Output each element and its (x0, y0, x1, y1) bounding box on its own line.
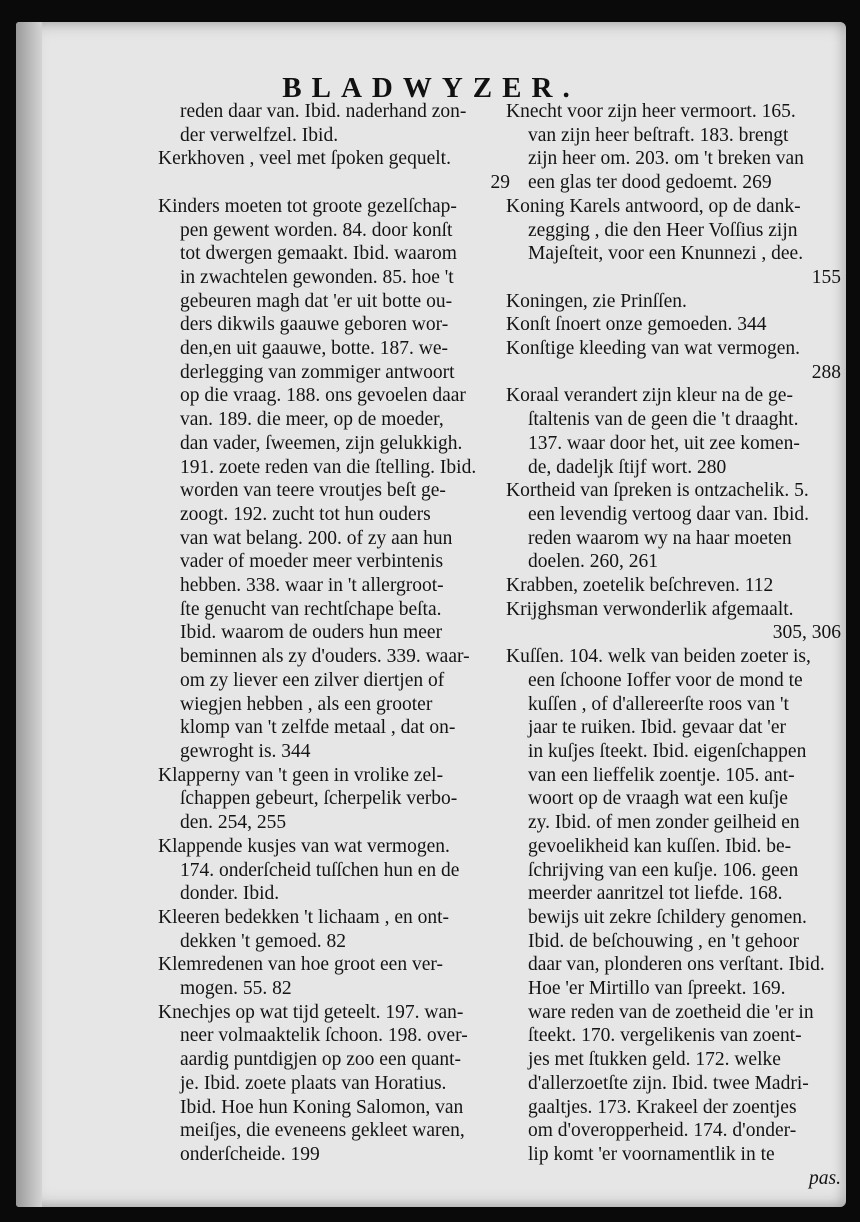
index-line: worden van teere vroutjes beſt ge- (180, 480, 446, 502)
index-line: onderſcheide. 199 (180, 1143, 320, 1165)
index-line: zoogt. 192. zucht tot hun ouders (180, 503, 431, 525)
index-line: woort op de vraagh wat een kuſje (528, 788, 788, 810)
index-line: mogen. 55. 82 (180, 978, 292, 1000)
index-line: Konſt ſnoert onze gemoeden. 344 (506, 314, 767, 336)
index-line: beminnen als zy d'ouders. 339. waar- (180, 646, 470, 668)
index-line: der verwelfzel. Ibid. (180, 124, 339, 146)
index-line: pen gewent worden. 84. door konſt (180, 219, 453, 241)
index-line: Kuſſen. 104. welk van beiden zoeter is, (506, 646, 811, 668)
running-header: BLADWYZER. (282, 72, 580, 104)
index-line: Krabben, zoetelik beſchreven. 112 (506, 575, 774, 597)
index-line: dan vader, ſweemen, zijn gelukkigh. (180, 432, 463, 454)
index-line: 305, 306 (772, 622, 841, 644)
index-line: kuſſen , of d'allereerſte roos van 't (528, 693, 789, 715)
index-line: Klapperny van 't geen in vrolike zel- (158, 764, 444, 786)
index-line: zijn heer om. 203. om 't breken van (528, 148, 804, 170)
index-line: Koning Karels antwoord, op de dank- (506, 195, 801, 217)
index-line: om zy liever een zilver diertjen of (180, 669, 445, 691)
index-line: den. 254, 255 (180, 812, 287, 834)
index-line: 174. onderſcheid tuſſchen hun en de (180, 859, 460, 881)
index-line: bewijs uit zekre ſchildery genomen. (528, 906, 807, 928)
index-line: Knechjes op wat tijd geteelt. 197. wan- (158, 1001, 464, 1023)
right-index-column (506, 100, 841, 1190)
index-line: reden waarom wy na haar moeten (528, 527, 792, 549)
index-line: om d'overopperheid. 174. d'onder- (528, 1120, 797, 1142)
index-line: meerder aanritzel tot liefde. 168. (528, 883, 783, 905)
index-line: Klemredenen van hoe groot een ver- (158, 954, 443, 976)
book-spine (16, 22, 42, 1207)
book-page (16, 22, 846, 1207)
index-line: vader of moeder meer verbintenis (180, 551, 444, 573)
index-line: gaaltjes. 173. Krakeel der zoentjes (528, 1096, 797, 1118)
index-line: van. 189. die meer, op de moeder, (180, 409, 444, 431)
index-line: Hoe 'er Mirtillo van ſpreekt. 169. (528, 978, 786, 1000)
index-line: tot dwergen gemaakt. Ibid. waarom (180, 243, 457, 265)
index-line: pas. (809, 1167, 841, 1189)
index-line: 137. waar door het, uit zee komen- (528, 432, 800, 454)
index-line: Ibid. waarom de ouders hun meer (180, 622, 443, 644)
index-line: daar van, plonderen ons verſtant. Ibid. (528, 954, 825, 976)
index-line: ſte genucht van rechtſchape beſta. (180, 598, 442, 620)
index-line: Knecht voor zijn heer vermoort. 165. (506, 101, 796, 122)
index-line: van wat belang. 200. of zy aan hun (180, 527, 453, 549)
index-line: Kleeren bedekken 't lichaam , en ont- (158, 906, 450, 928)
index-line: gevoelikheid kan kuſſen. Ibid. be- (528, 835, 792, 857)
index-line: op die vraag. 188. ons gevoelen daar (180, 385, 466, 407)
index-line: Krijghsman verwonderlik afgemaalt. (506, 598, 794, 620)
index-line: aardig puntdigjen op zoo een quant- (180, 1049, 462, 1071)
index-line: een levendig vertoog daar van. Ibid. (528, 503, 810, 525)
index-line: Kinders moeten tot groote gezelſchap- (158, 195, 457, 217)
index-line: jaar te ruiken. Ibid. gevaar dat 'er (528, 717, 786, 739)
index-line: zy. Ibid. of men zonder geilheid en (528, 812, 800, 834)
index-line: Koningen, zie Prinſſen. (506, 290, 687, 312)
index-line: den,en uit gaauwe, botte. 187. we- (180, 338, 449, 360)
index-line: klomp van 't zelfde metaal , dat on- (180, 717, 456, 739)
index-line: Majeſteit, voor een Knunnezi , dee. (528, 243, 804, 265)
index-line: Klappende kusjes van wat vermogen. (158, 835, 450, 857)
index-line: gewroght is. 344 (180, 740, 311, 762)
index-line: van een lieffelik zoentje. 105. ant- (528, 764, 795, 786)
index-line: 288 (811, 361, 841, 383)
index-line: 29 (490, 172, 510, 194)
index-line: Ibid. de beſchouwing , en 't gehoor (528, 930, 800, 952)
index-line: donder. Ibid. (180, 883, 280, 905)
index-line: gebeuren magh dat 'er uit botte ou- (180, 290, 453, 312)
index-line: Koraal verandert zijn kleur na de ge- (506, 385, 793, 407)
index-line: ſchrijving van een kuſje. 106. geen (528, 859, 799, 881)
index-line: 155 (811, 266, 841, 288)
index-line: meiſjes, die eveneens gekleet waren, (180, 1120, 465, 1142)
index-line: ſteekt. 170. vergelikenis van zoent- (528, 1025, 802, 1047)
index-line: 191. zoete reden van die ſtelling. Ibid. (180, 456, 477, 478)
index-line: jes met ſtukken geld. 172. welke (528, 1049, 781, 1071)
index-line: hebben. 338. waar in 't allergroot- (180, 575, 444, 597)
index-line: Konſtige kleeding van wat vermogen. (506, 338, 801, 360)
index-line: een ſchoone Ioffer voor de mond te (528, 669, 803, 691)
index-line: d'allerzoetſte zijn. Ibid. twee Madri- (528, 1072, 809, 1094)
index-line: dekken 't gemoed. 82 (180, 930, 346, 952)
index-line: je. Ibid. zoete plaats van Horatius. (180, 1072, 447, 1094)
index-line: wiegjen hebben , als een grooter (180, 693, 433, 715)
index-line: Kerkhoven , veel met ſpoken gequelt. (158, 148, 451, 170)
index-line: Kortheid van ſpreken is ontzachelik. 5. (506, 480, 809, 502)
index-line: in kuſjes ſteekt. Ibid. eigenſchappen (528, 740, 807, 762)
index-line: reden daar van. Ibid. naderhand zon- (180, 101, 467, 122)
index-line: ſchappen gebeurt, ſcherpelik verbo- (180, 788, 458, 810)
index-line: derlegging van zommiger antwoort (180, 361, 455, 383)
left-index-column (158, 100, 510, 1167)
index-line: zegging , die den Heer Voſſius zijn (528, 219, 798, 241)
index-line: neer volmaaktelik ſchoon. 198. over- (180, 1025, 468, 1047)
index-line: ders dikwils gaauwe geboren wor- (180, 314, 449, 336)
index-line: ware reden van de zoetheid die 'er in (528, 1001, 814, 1023)
index-line: in zwachtelen gewonden. 85. hoe 't (180, 266, 454, 288)
index-line: een glas ter dood gedoemt. 269 (528, 172, 772, 194)
index-line: doelen. 260, 261 (528, 551, 658, 573)
index-line: van zijn heer beſtraft. 183. brengt (528, 124, 789, 146)
index-line: de, dadeljk ſtijf wort. 280 (528, 456, 727, 478)
index-line: lip komt 'er voornamentlik in te (528, 1143, 775, 1165)
index-line: ſtaltenis van de geen die 't draaght. (528, 409, 799, 431)
index-line: Ibid. Hoe hun Koning Salomon, van (180, 1096, 464, 1118)
